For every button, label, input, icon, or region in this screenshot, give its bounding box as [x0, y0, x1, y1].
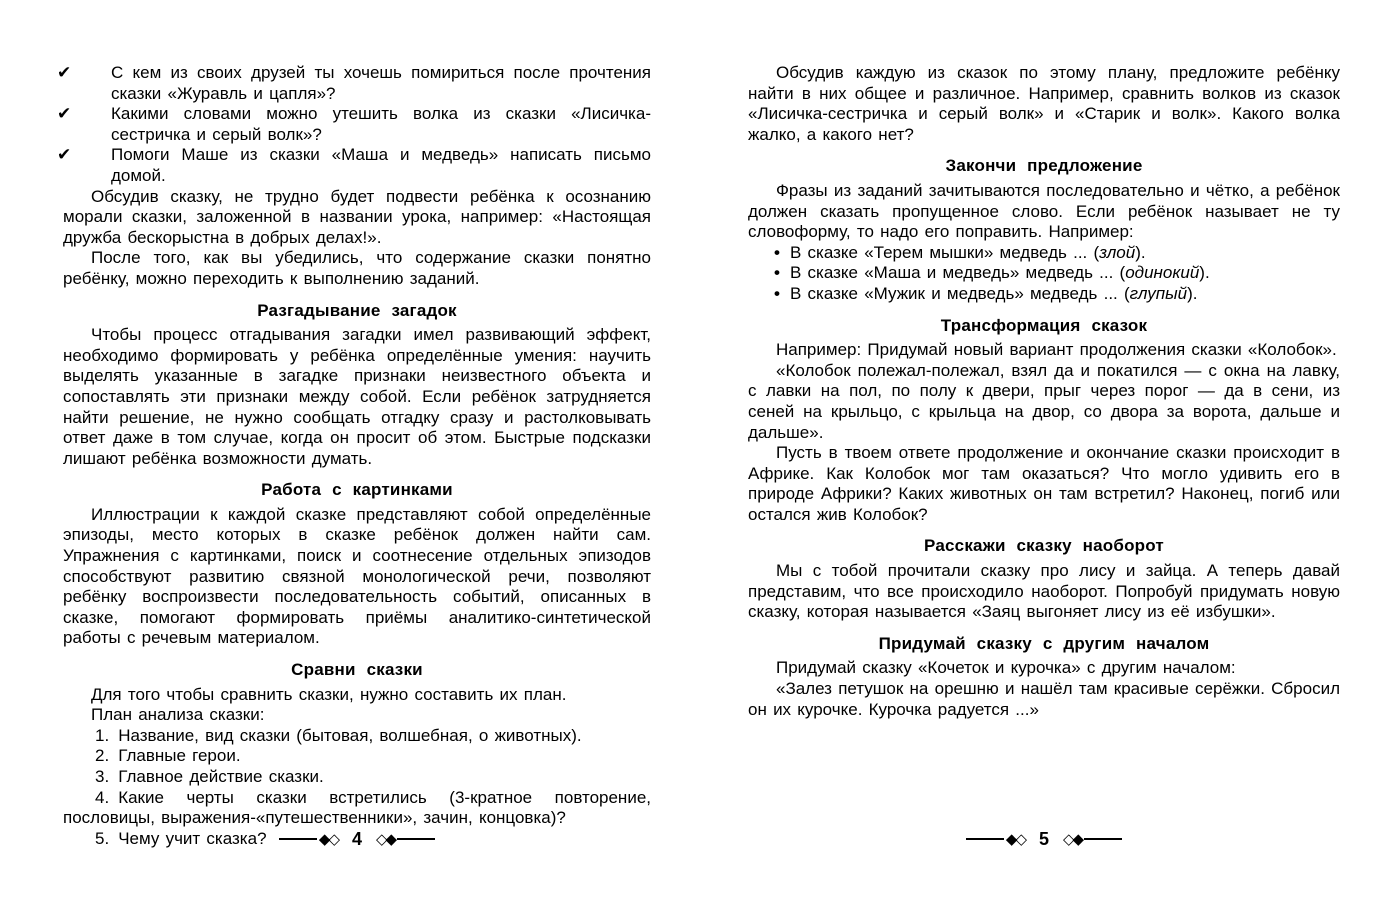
page-footer-right [748, 828, 1340, 850]
fill-blank-text: В сказке «Терем мышки» медведь ... ( [789, 242, 1100, 262]
footer-rule [966, 838, 1004, 840]
item-number: 4. [95, 787, 110, 807]
section-heading-reverse-tale: Расскажи сказку наоборот [924, 536, 1164, 556]
paragraph-finish-sentence: Фразы из заданий зачитываются последовательно и чётко, а ребёнок должен сказать пропущенное слово. Если ребёнок называет не ту словоформу, то надо его поправить. Например: [748, 180, 1340, 242]
paragraph-transform-example: Например: Придумай новый вариант продолжения сказки «Колобок». [776, 340, 1337, 360]
page-4 [57, 63, 651, 849]
diamond-ornament-icon: ◇◆ [1063, 829, 1083, 848]
paragraph-reverse-tale: Мы с тобой прочитали сказку про лису и зайца. А теперь давай представим, что все происходило наоборот. Попробуй придумать новую сказку, которая называется «Заяц выгоняет лису из её избушки». [748, 561, 1340, 622]
paragraph-compare-intro: Для того чтобы сравнить сказки, нужно составить их план. [91, 684, 567, 704]
fill-blank-suffix: ). [1187, 283, 1198, 303]
checklist [57, 63, 651, 187]
page-number: 5 [1038, 829, 1049, 849]
fill-blank-suffix: ). [1135, 242, 1146, 262]
fill-blank-suffix: ). [1199, 263, 1210, 283]
footer-rule [279, 838, 317, 840]
paragraph-new-start-intro: Придумай сказку «Кочеток и курочка» с другим началом: [776, 658, 1236, 678]
numbered-item [63, 746, 651, 767]
section-heading-transform: Трансформация сказок [940, 315, 1148, 335]
fill-blank-item [748, 243, 1340, 264]
paragraph-transform-quote: «Колобок полежал-полежал, взял да и покатился — с окна на лавку, с лавки на пол, по полу к двери, прыг через порог — да в сени, из сеней на крыльцо, с крыльца на двор, со двора за ворота, дальше и дальше». [748, 360, 1340, 442]
fill-blank-text: В сказке «Маша и медведь» медведь ... ( [789, 263, 1126, 283]
item-text: Какие черты сказки встретились (3-кратное повторение, пословицы, выражения-«путешественники», зачин, концовка)? [63, 787, 651, 828]
section-heading-new-start: Придумай сказку с другим началом [878, 633, 1210, 653]
numbered-item [63, 726, 651, 747]
item-text: Название, вид сказки (бытовая, волшебная, о животных). [118, 725, 582, 745]
paragraph-compare-continued: Обсудив каждую из сказок по этому плану, предложите ребёнку найти в них общее и различное. Например, сравнить волков из сказок «Лисичка-сестричка и серый волк» и «Старик и волк». Какого волка жалко, а какого нет? [748, 63, 1340, 144]
diamond-ornament-icon: ◇◆ [376, 829, 396, 848]
section-heading-finish-sentence: Закончи предложение [945, 156, 1143, 176]
page-5 [748, 63, 1340, 720]
paragraph-transform-task: Пусть в твоем ответе продолжение и окончание сказки происходит в Африке. Как Колобок мог там оказаться? Что могло удивить его в природе Африки? Каких животных он там встретил? Наконец, погиб или остался жив Колобок? [748, 443, 1340, 524]
checklist-text: С кем из своих друзей ты хочешь помириться после прочтения сказки «Журавль и цапля»? [111, 63, 651, 103]
checklist-item [57, 145, 651, 186]
diamond-ornament-icon: ◆◇ [1005, 829, 1025, 848]
bullet-icon: • [774, 283, 780, 303]
item-text: Главные герои. [118, 746, 241, 766]
paragraph-pictures: Иллюстрации к каждой сказке представляют собой определённые эпизоды, место которых в сказке ребёнок должен найти сам. Упражнения с картинками, поиск и соотнесение отдельных эпизодов способствуют развитию связной монологической речи, позволяют ребёнку воспроизвести последовательность событий, описанных в сказке, помогают формировать приёмы аналитико-синтетической работы с речевым материалом. [63, 504, 651, 648]
bullet-icon: • [774, 242, 780, 262]
fill-blank-answer: одинокий [1125, 263, 1200, 283]
check-icon: ✔ [57, 145, 72, 165]
fill-blank-text: В сказке «Мужик и медведь» медведь ... ( [789, 283, 1130, 303]
item-number: 5. [95, 828, 110, 848]
diamond-ornament-icon: ◆◇ [318, 829, 338, 848]
paragraph-new-start-quote: «Залез петушок на орешню и нашёл там красивые серёжки. Сбросил он их курочке. Курочка радуется ...» [748, 679, 1340, 719]
checklist-text: Какими словами можно утешить волка из сказки «Лисичка-сестричка и серый волк»? [111, 104, 651, 144]
check-icon: ✔ [57, 104, 72, 124]
checklist-item [57, 104, 651, 145]
footer-rule [1084, 838, 1122, 840]
bullet-icon: • [774, 263, 780, 283]
paragraph-riddles: Чтобы процесс отгадывания загадки имел развивающий эффект, необходимо формировать у ребёнка определённые умения: научить выделять указанные в загадке признаки неизвестного объекта и сопоставлять эти признаки между собой. Если ребёнок затрудняется найти решение, не нужно сообщать отгадку сразу и растолковывать ответ даже в том случае, когда он просит об этом. Быстрые подсказки лишают ребёнка возможности думать. [63, 325, 651, 468]
numbered-item [63, 788, 651, 829]
paragraph-discuss-tale: Обсудив сказку, не трудно будет подвести ребёнка к осознанию морали сказки, заложенной в названии урока, например: «Настоящая дружба бескорыстна в добрых делах!». [63, 186, 651, 247]
fill-blank-list [748, 243, 1340, 305]
checklist-text: Помоги Маше из сказки «Маша и медведь» написать письмо домой. [111, 145, 651, 185]
item-text: Чему учит сказка? [118, 828, 267, 848]
fill-blank-answer: глупый [1129, 283, 1188, 303]
item-text: Главное действие сказки. [118, 767, 324, 786]
check-icon: ✔ [57, 63, 72, 82]
fill-blank-item [748, 263, 1340, 284]
numbered-item [63, 767, 651, 788]
item-number: 3. [95, 767, 110, 786]
paragraph-plan-label: План анализа сказки: [91, 705, 265, 725]
paragraph-after-check: После того, как вы убедились, что содержание сказки понятно ребёнку, можно переходить к выполнению заданий. [63, 248, 651, 288]
item-number: 2. [95, 746, 110, 766]
page-footer-left [63, 828, 651, 850]
fill-blank-item [748, 284, 1340, 305]
footer-rule [397, 838, 435, 840]
fill-blank-answer: злой [1099, 242, 1136, 262]
section-heading-compare: Сравни сказки [291, 660, 423, 680]
section-heading-pictures: Работа с картинками [261, 480, 453, 500]
item-number: 1. [95, 725, 110, 745]
page-number: 4 [351, 829, 362, 849]
section-heading-riddles: Разгадывание загадок [257, 300, 457, 320]
checklist-item [57, 63, 651, 104]
